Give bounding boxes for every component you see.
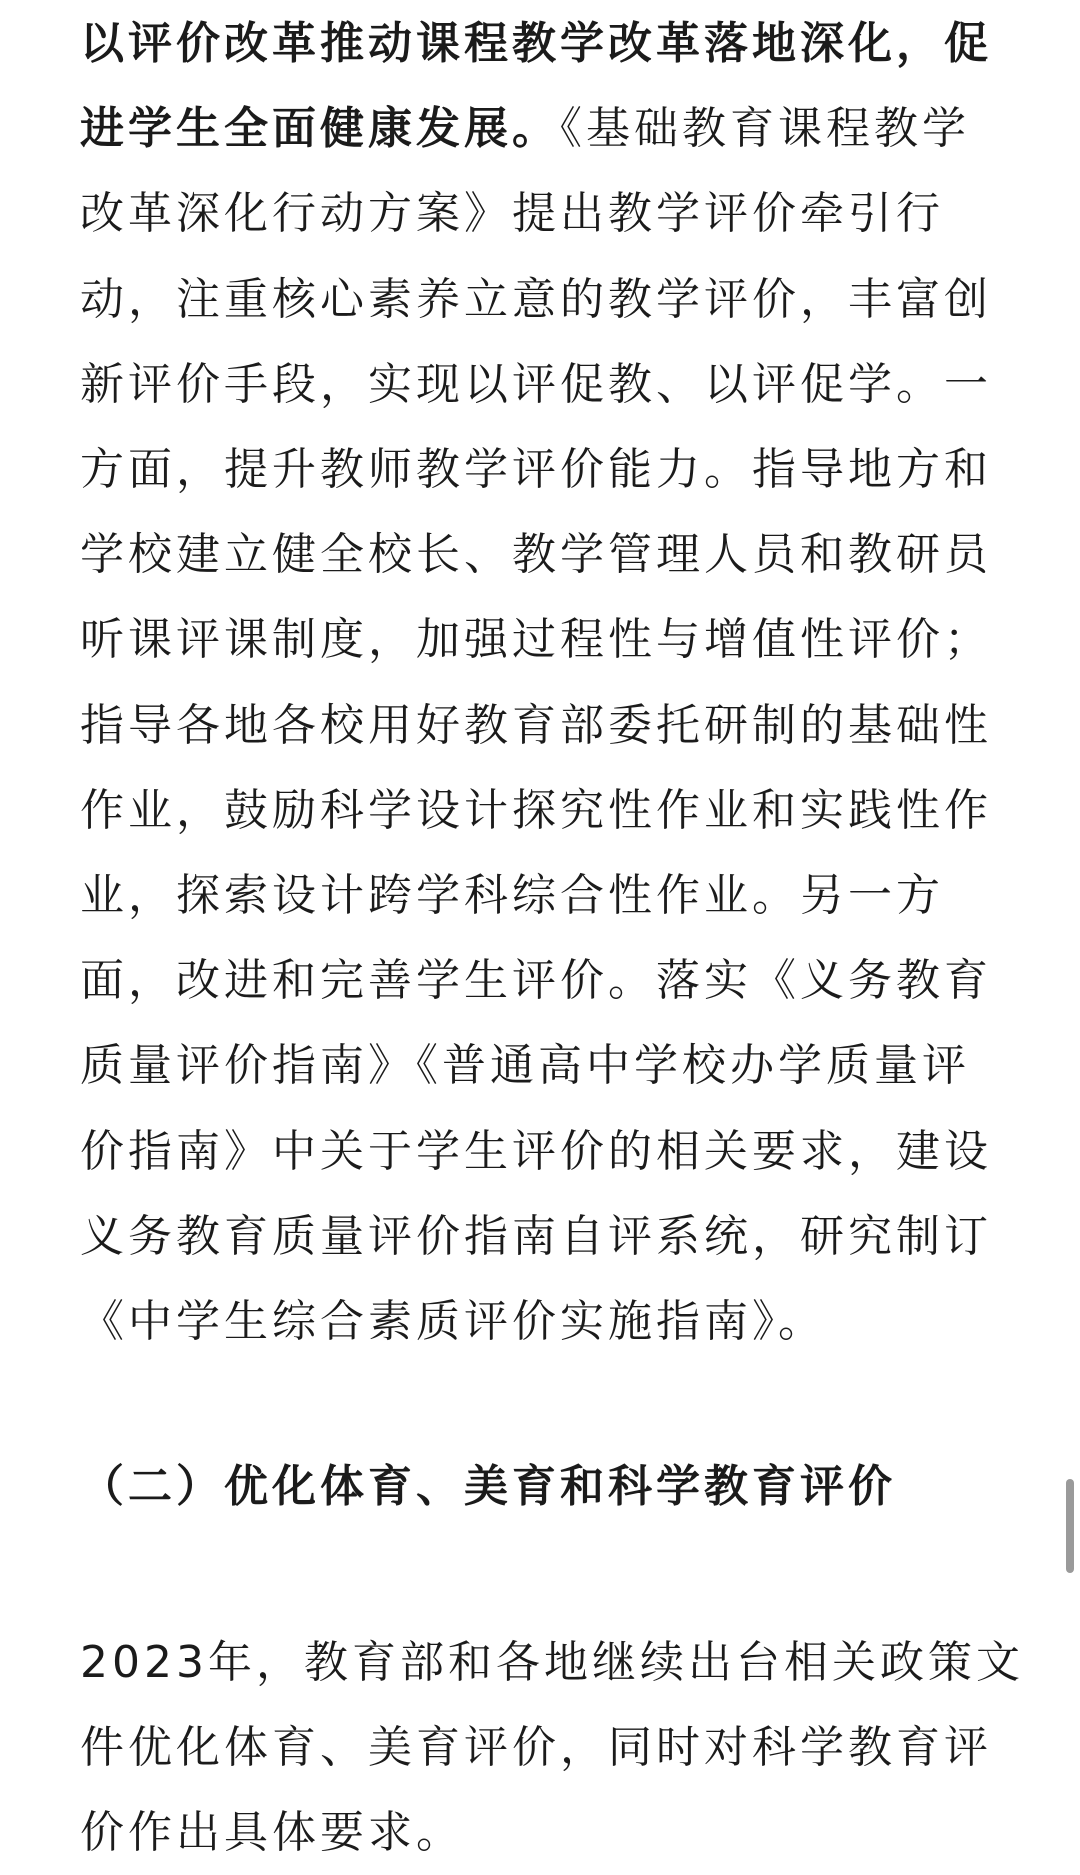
paragraph1-line xyxy=(80,597,1010,682)
paragraph1-line xyxy=(80,257,1010,342)
paragraph1-line xyxy=(80,1194,1010,1279)
paragraph1-line xyxy=(80,1,1010,86)
body-text: 价指南》中关于学生评价的相关要求，建设 xyxy=(80,1125,992,1177)
body-text: 动，注重核心素养立意的教学评价，丰富创 xyxy=(80,273,992,325)
body-text: 听课评课制度，加强过程性与增值性评价； xyxy=(80,614,992,666)
body-text: 指导各地各校用好教育部委托研制的基础性 xyxy=(80,699,992,751)
body-text: 件优化体育、美育评价，同时对科学教育评 xyxy=(80,1722,992,1774)
paragraph1-line xyxy=(80,1279,1010,1364)
body-text: 《基础教育课程教学 xyxy=(560,103,970,155)
body-text: 新评价手段，实现以评促教、以评促学。一 xyxy=(80,358,992,410)
paragraph2-line xyxy=(80,1705,1010,1790)
paragraph2-line xyxy=(80,1790,1010,1875)
body-text: 义务教育质量评价指南自评系统，研究制订 xyxy=(80,1210,992,1262)
paragraph1-line xyxy=(80,938,1010,1023)
paragraph1-line xyxy=(80,171,1010,256)
bold-text: 进学生全面健康发展。 xyxy=(80,103,560,155)
body-text: 质量评价指南》《普通高中学校办学质量评 xyxy=(80,1040,970,1092)
paragraph1-line xyxy=(80,342,1010,427)
paragraph1-line xyxy=(80,683,1010,768)
paragraph1-line xyxy=(80,1023,1010,1108)
paragraph1-line xyxy=(80,86,1010,171)
body-text: 改革深化行动方案》提出教学评价牵引行 xyxy=(80,188,944,240)
body-text: 业，探索设计跨学科综合性作业。另一方 xyxy=(80,870,944,921)
body-text: 学校建立健全校长、教学管理人员和教研员 xyxy=(80,529,992,581)
paragraph1-line xyxy=(80,1109,1010,1194)
paragraph1-line xyxy=(80,768,1010,853)
body-text: 面，改进和完善学生评价。落实《义务教育 xyxy=(80,955,992,1007)
body-text: 方面，提升教师教学评价能力。指导地方和 xyxy=(80,444,992,495)
paragraph2-line xyxy=(80,1620,1024,1705)
paragraph1-line xyxy=(80,512,1010,597)
body-text: 2023年，教育部和各地继续出台相关政策文 xyxy=(80,1637,1024,1688)
body-text: 作业，鼓励科学设计探究性作业和实践性作 xyxy=(80,784,992,836)
paragraph1-line xyxy=(80,427,1010,512)
body-text: 《中学生综合素质评价实施指南》。 xyxy=(80,1296,826,1347)
bold-text: 以评价改革推动课程教学改革落地深化，促 xyxy=(80,18,992,69)
paragraph1-line xyxy=(80,853,1010,938)
scrollbar[interactable] xyxy=(1066,1479,1074,1573)
section-heading: （二）优化体育、美育和科学教育评价 xyxy=(80,1461,896,1512)
body-text: 价作出具体要求。 xyxy=(80,1807,464,1859)
